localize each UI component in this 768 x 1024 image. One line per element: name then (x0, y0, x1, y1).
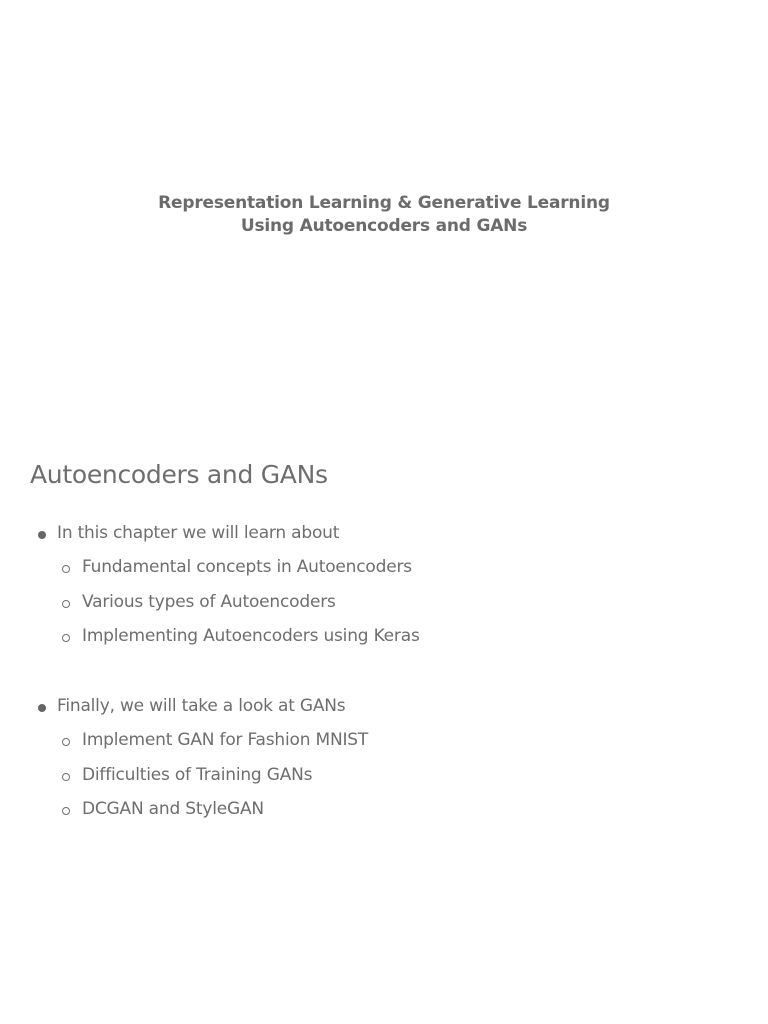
bullet-circle-icon (62, 807, 70, 815)
slide-title (0, 192, 768, 238)
bullet-circle-icon (62, 634, 70, 642)
sub-bullet-text: DCGAN and StyleGAN (82, 799, 264, 819)
bullet-disc-icon (38, 704, 46, 712)
slide-title-line-2: Using Autoencoders and GANs (240, 216, 528, 236)
bullet-circle-icon (62, 773, 70, 781)
sub-bullet-text: Implement GAN for Fashion MNIST (82, 730, 369, 750)
bullet-text: In this chapter we will learn about (57, 523, 340, 543)
sub-bullet-text: Difficulties of Training GANs (82, 765, 313, 785)
slide-title-line-1: Representation Learning & Generative Learning (158, 193, 610, 213)
bullet-text: Finally, we will take a look at GANs (57, 696, 346, 716)
section-heading: Autoencoders and GANs (30, 460, 328, 489)
sub-bullet-text: Fundamental concepts in Autoencoders (82, 557, 412, 577)
sub-bullet-text: Implementing Autoencoders using Keras (82, 626, 420, 646)
bullet-circle-icon (62, 600, 70, 608)
bullet-circle-icon (62, 565, 70, 573)
bullet-disc-icon (38, 531, 46, 539)
bullet-circle-icon (62, 738, 70, 746)
sub-bullet-text: Various types of Autoencoders (82, 592, 336, 612)
